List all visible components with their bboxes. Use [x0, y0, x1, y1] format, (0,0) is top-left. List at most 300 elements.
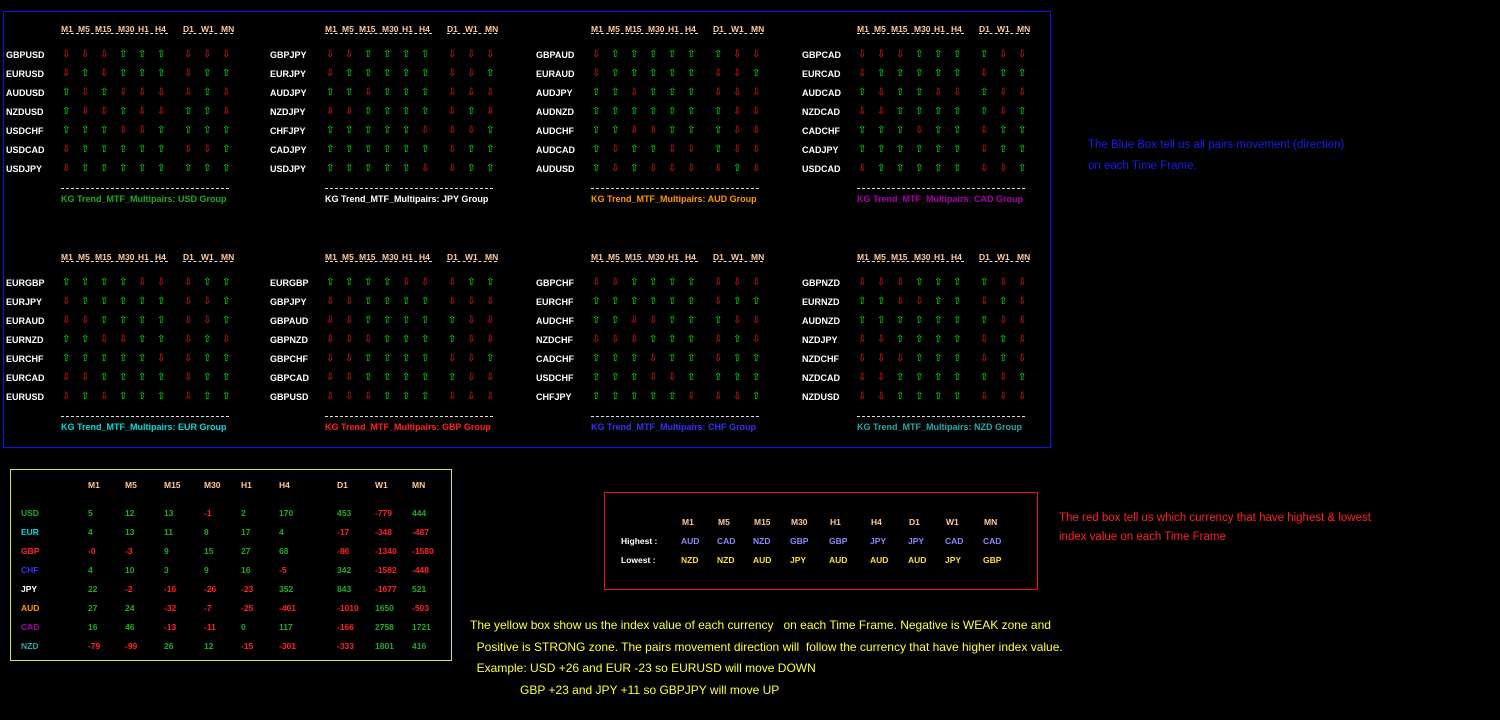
pair-group	[267, 241, 533, 451]
down-arrow-icon: ⇩	[980, 125, 989, 136]
up-arrow-icon: ⇧	[100, 87, 109, 98]
up-arrow-icon: ⇧	[62, 106, 71, 117]
up-arrow-icon: ⇧	[953, 391, 962, 402]
header-divider	[979, 261, 1029, 262]
up-arrow-icon: ⇧	[402, 68, 411, 79]
up-arrow-icon: ⇧	[383, 296, 392, 307]
up-arrow-icon: ⇧	[611, 68, 620, 79]
up-arrow-icon: ⇧	[119, 144, 128, 155]
up-arrow-icon: ⇧	[448, 372, 457, 383]
timeframe-header: M15	[625, 24, 642, 34]
down-arrow-icon: ⇩	[81, 372, 90, 383]
red-note-line-1: The red box tell us which currency that have highest & lowest	[1059, 512, 1371, 524]
up-arrow-icon: ⇧	[953, 106, 962, 117]
index-value: -448	[412, 565, 430, 575]
down-arrow-icon: ⇩	[733, 68, 742, 79]
index-column-header: H1	[241, 480, 252, 490]
pair-name: AUDJPY	[270, 88, 307, 98]
up-arrow-icon: ⇧	[486, 277, 495, 288]
down-arrow-icon: ⇩	[345, 391, 354, 402]
index-value: -11	[204, 622, 216, 632]
up-arrow-icon: ⇧	[421, 144, 430, 155]
up-arrow-icon: ⇧	[953, 125, 962, 136]
up-arrow-icon: ⇧	[467, 144, 476, 155]
header-divider	[61, 33, 168, 34]
up-arrow-icon: ⇧	[421, 353, 430, 364]
group-title: KG Trend_MTF_Multipairs: CAD Group	[857, 194, 1024, 204]
up-arrow-icon: ⇧	[752, 68, 761, 79]
index-value: 843	[337, 584, 352, 594]
index-value: 13	[164, 508, 174, 518]
up-arrow-icon: ⇧	[714, 372, 723, 383]
down-arrow-icon: ⇩	[100, 49, 109, 60]
up-arrow-icon: ⇧	[592, 125, 601, 136]
down-arrow-icon: ⇩	[184, 144, 193, 155]
down-arrow-icon: ⇩	[326, 353, 335, 364]
down-arrow-icon: ⇩	[611, 334, 620, 345]
timeframe-header: D1	[447, 252, 458, 262]
up-arrow-icon: ⇧	[203, 87, 212, 98]
yellow-note-line-3: Example: USD +26 and EUR -23 so EURUSD will move DOWN	[470, 661, 816, 675]
down-arrow-icon: ⇩	[467, 372, 476, 383]
pair-group	[799, 13, 1065, 223]
index-value: 16	[241, 565, 251, 575]
up-arrow-icon: ⇧	[752, 296, 761, 307]
down-arrow-icon: ⇩	[345, 315, 354, 326]
up-arrow-icon: ⇧	[222, 163, 231, 174]
highest-currency: CAD	[983, 536, 1002, 546]
down-arrow-icon: ⇩	[752, 106, 761, 117]
up-arrow-icon: ⇧	[383, 391, 392, 402]
timeframe-header: M5	[78, 24, 90, 34]
pair-name: GBPCHF	[536, 278, 574, 288]
down-arrow-icon: ⇩	[858, 68, 867, 79]
up-arrow-icon: ⇧	[383, 49, 392, 60]
down-arrow-icon: ⇩	[1018, 353, 1027, 364]
up-arrow-icon: ⇧	[81, 334, 90, 345]
index-value: 4	[279, 527, 284, 537]
timeframe-header: H1	[668, 252, 679, 262]
timeframe-header: H4	[155, 24, 166, 34]
up-arrow-icon: ⇧	[138, 334, 147, 345]
up-arrow-icon: ⇧	[896, 125, 905, 136]
down-arrow-icon: ⇩	[611, 144, 620, 155]
up-arrow-icon: ⇧	[980, 277, 989, 288]
down-arrow-icon: ⇩	[896, 296, 905, 307]
down-arrow-icon: ⇩	[668, 372, 677, 383]
up-arrow-icon: ⇧	[100, 144, 109, 155]
extreme-column-header: M30	[791, 517, 808, 527]
up-arrow-icon: ⇧	[81, 296, 90, 307]
up-arrow-icon: ⇧	[203, 391, 212, 402]
down-arrow-icon: ⇩	[999, 49, 1008, 60]
extreme-column-header: D1	[909, 517, 920, 527]
lowest-currency: GBP	[983, 555, 1002, 565]
down-arrow-icon: ⇩	[467, 49, 476, 60]
highest-currency: AUD	[681, 536, 700, 546]
index-value: -1340	[375, 546, 397, 556]
down-arrow-icon: ⇩	[448, 68, 457, 79]
down-arrow-icon: ⇩	[877, 391, 886, 402]
up-arrow-icon: ⇧	[157, 315, 166, 326]
blue-note-line-1: The Blue Box tell us all pairs movement (direction)	[1088, 139, 1345, 151]
currency-label: CHF	[21, 565, 39, 575]
down-arrow-icon: ⇩	[345, 106, 354, 117]
up-arrow-icon: ⇧	[953, 334, 962, 345]
up-arrow-icon: ⇧	[345, 277, 354, 288]
yellow-note-line-1: The yellow box show us the index value of each currency on each Time Frame. Negative is WEAK zone and	[470, 618, 1051, 632]
up-arrow-icon: ⇧	[915, 353, 924, 364]
index-column-header: M1	[88, 480, 100, 490]
up-arrow-icon: ⇧	[222, 315, 231, 326]
down-arrow-icon: ⇩	[630, 87, 639, 98]
down-arrow-icon: ⇩	[62, 372, 71, 383]
index-value: 68	[279, 546, 289, 556]
down-arrow-icon: ⇩	[203, 296, 212, 307]
down-arrow-icon: ⇩	[733, 144, 742, 155]
timeframe-header: M15	[95, 252, 112, 262]
header-divider	[325, 261, 432, 262]
down-arrow-icon: ⇩	[62, 391, 71, 402]
down-arrow-icon: ⇩	[345, 49, 354, 60]
up-arrow-icon: ⇧	[486, 125, 495, 136]
group-title: KG Trend_MTF_Multipairs: NZD Group	[857, 422, 1023, 432]
down-arrow-icon: ⇩	[138, 106, 147, 117]
index-value: -333	[337, 641, 355, 651]
down-arrow-icon: ⇩	[592, 277, 601, 288]
timeframe-header: W1	[731, 24, 744, 34]
down-arrow-icon: ⇩	[467, 125, 476, 136]
up-arrow-icon: ⇧	[953, 49, 962, 60]
pair-name: GBPCAD	[802, 50, 842, 60]
up-arrow-icon: ⇧	[157, 68, 166, 79]
down-arrow-icon: ⇩	[100, 106, 109, 117]
up-arrow-icon: ⇧	[421, 334, 430, 345]
up-arrow-icon: ⇧	[687, 106, 696, 117]
up-arrow-icon: ⇧	[934, 106, 943, 117]
up-arrow-icon: ⇧	[157, 125, 166, 136]
up-arrow-icon: ⇧	[668, 277, 677, 288]
up-arrow-icon: ⇧	[896, 68, 905, 79]
index-value: 4	[88, 565, 93, 575]
up-arrow-icon: ⇧	[999, 296, 1008, 307]
pair-name: AUDCAD	[802, 88, 841, 98]
up-arrow-icon: ⇧	[630, 106, 639, 117]
pair-name: NZDUSD	[6, 107, 44, 117]
up-arrow-icon: ⇧	[402, 106, 411, 117]
down-arrow-icon: ⇩	[486, 49, 495, 60]
up-arrow-icon: ⇧	[364, 49, 373, 60]
timeframe-header: M5	[608, 252, 620, 262]
down-arrow-icon: ⇩	[649, 372, 658, 383]
up-arrow-icon: ⇧	[714, 125, 723, 136]
up-arrow-icon: ⇧	[630, 353, 639, 364]
up-arrow-icon: ⇧	[1018, 106, 1027, 117]
down-arrow-icon: ⇩	[877, 277, 886, 288]
timeframe-header: MN	[221, 24, 235, 34]
up-arrow-icon: ⇧	[592, 87, 601, 98]
down-arrow-icon: ⇩	[649, 315, 658, 326]
up-arrow-icon: ⇧	[421, 372, 430, 383]
down-arrow-icon: ⇩	[486, 391, 495, 402]
index-value: -166	[337, 622, 355, 632]
up-arrow-icon: ⇧	[896, 163, 905, 174]
up-arrow-icon: ⇧	[364, 106, 373, 117]
pair-name: NZDCAD	[802, 373, 840, 383]
down-arrow-icon: ⇩	[81, 315, 90, 326]
timeframe-header: M1	[591, 252, 603, 262]
up-arrow-icon: ⇧	[999, 353, 1008, 364]
down-arrow-icon: ⇩	[486, 106, 495, 117]
up-arrow-icon: ⇧	[119, 296, 128, 307]
up-arrow-icon: ⇧	[421, 106, 430, 117]
up-arrow-icon: ⇧	[1018, 372, 1027, 383]
up-arrow-icon: ⇧	[687, 125, 696, 136]
up-arrow-icon: ⇧	[877, 68, 886, 79]
up-arrow-icon: ⇧	[611, 391, 620, 402]
index-value: -1677	[375, 584, 397, 594]
up-arrow-icon: ⇧	[687, 372, 696, 383]
up-arrow-icon: ⇧	[364, 277, 373, 288]
pair-name: USDJPY	[6, 164, 43, 174]
index-value: -1010	[337, 603, 359, 613]
up-arrow-icon: ⇧	[119, 315, 128, 326]
lowest-currency: NZD	[681, 555, 699, 565]
down-arrow-icon: ⇩	[714, 391, 723, 402]
lowest-currency: AUD	[753, 555, 772, 565]
pair-name: EURJPY	[6, 297, 43, 307]
timeframe-header: M30	[118, 24, 135, 34]
index-value: 342	[337, 565, 352, 575]
index-value: 4	[88, 527, 93, 537]
down-arrow-icon: ⇩	[1018, 315, 1027, 326]
up-arrow-icon: ⇧	[714, 106, 723, 117]
timeframe-header: M30	[648, 252, 665, 262]
up-arrow-icon: ⇧	[62, 87, 71, 98]
down-arrow-icon: ⇩	[486, 334, 495, 345]
footer-divider	[325, 188, 493, 189]
up-arrow-icon: ⇧	[752, 353, 761, 364]
up-arrow-icon: ⇧	[421, 49, 430, 60]
down-arrow-icon: ⇩	[486, 296, 495, 307]
up-arrow-icon: ⇧	[934, 296, 943, 307]
up-arrow-icon: ⇧	[649, 49, 658, 60]
currency-label: CAD	[21, 622, 40, 632]
down-arrow-icon: ⇩	[184, 315, 193, 326]
up-arrow-icon: ⇧	[592, 144, 601, 155]
index-column-header: M5	[125, 480, 137, 490]
up-arrow-icon: ⇧	[687, 315, 696, 326]
up-arrow-icon: ⇧	[383, 372, 392, 383]
up-arrow-icon: ⇧	[402, 296, 411, 307]
lowest-currency: AUD	[908, 555, 927, 565]
down-arrow-icon: ⇩	[157, 87, 166, 98]
pair-name: GBPAUD	[270, 316, 309, 326]
up-arrow-icon: ⇧	[915, 163, 924, 174]
pair-name: USDCAD	[802, 164, 841, 174]
index-value: 8	[204, 527, 209, 537]
currency-label: GBP	[21, 546, 40, 556]
down-arrow-icon: ⇩	[119, 334, 128, 345]
up-arrow-icon: ⇧	[383, 87, 392, 98]
header-divider	[979, 33, 1029, 34]
timeframe-header: MN	[1017, 24, 1031, 34]
index-value: -7	[204, 603, 212, 613]
down-arrow-icon: ⇩	[687, 391, 696, 402]
up-arrow-icon: ⇧	[877, 144, 886, 155]
timeframe-header: D1	[183, 24, 194, 34]
up-arrow-icon: ⇧	[421, 87, 430, 98]
down-arrow-icon: ⇩	[1018, 391, 1027, 402]
down-arrow-icon: ⇩	[81, 87, 90, 98]
index-value: 13	[125, 527, 135, 537]
timeframe-header: D1	[183, 252, 194, 262]
up-arrow-icon: ⇧	[345, 125, 354, 136]
pair-name: GBPJPY	[270, 50, 307, 60]
down-arrow-icon: ⇩	[345, 296, 354, 307]
down-arrow-icon: ⇩	[592, 49, 601, 60]
up-arrow-icon: ⇧	[649, 68, 658, 79]
timeframe-header: M30	[118, 252, 135, 262]
up-arrow-icon: ⇧	[203, 372, 212, 383]
down-arrow-icon: ⇩	[184, 49, 193, 60]
down-arrow-icon: ⇩	[222, 87, 231, 98]
down-arrow-icon: ⇩	[980, 163, 989, 174]
up-arrow-icon: ⇧	[119, 391, 128, 402]
header-divider	[447, 33, 497, 34]
up-arrow-icon: ⇧	[915, 334, 924, 345]
down-arrow-icon: ⇩	[467, 353, 476, 364]
up-arrow-icon: ⇧	[203, 277, 212, 288]
up-arrow-icon: ⇧	[100, 163, 109, 174]
down-arrow-icon: ⇩	[448, 353, 457, 364]
down-arrow-icon: ⇩	[752, 87, 761, 98]
pair-name: GBPNZD	[270, 335, 308, 345]
down-arrow-icon: ⇩	[999, 163, 1008, 174]
index-value: 11	[164, 527, 173, 537]
down-arrow-icon: ⇩	[858, 334, 867, 345]
up-arrow-icon: ⇧	[364, 163, 373, 174]
footer-divider	[325, 416, 493, 417]
down-arrow-icon: ⇩	[326, 296, 335, 307]
up-arrow-icon: ⇧	[877, 125, 886, 136]
down-arrow-icon: ⇩	[934, 87, 943, 98]
index-value: 117	[279, 622, 293, 632]
up-arrow-icon: ⇧	[421, 296, 430, 307]
up-arrow-icon: ⇧	[953, 144, 962, 155]
timeframe-header: M1	[325, 252, 337, 262]
timeframe-header: H1	[138, 252, 149, 262]
up-arrow-icon: ⇧	[649, 106, 658, 117]
up-arrow-icon: ⇧	[611, 315, 620, 326]
timeframe-header: H4	[419, 252, 430, 262]
index-value: 3	[164, 565, 169, 575]
up-arrow-icon: ⇧	[649, 144, 658, 155]
down-arrow-icon: ⇩	[630, 125, 639, 136]
up-arrow-icon: ⇧	[858, 296, 867, 307]
up-arrow-icon: ⇧	[157, 372, 166, 383]
currency-label: AUD	[21, 603, 40, 613]
down-arrow-icon: ⇩	[896, 277, 905, 288]
lowest-currency: NZD	[717, 555, 735, 565]
index-value: -1582	[375, 565, 397, 575]
up-arrow-icon: ⇧	[668, 296, 677, 307]
index-value: -25	[241, 603, 254, 613]
up-arrow-icon: ⇧	[1018, 125, 1027, 136]
header-divider	[591, 261, 698, 262]
up-arrow-icon: ⇧	[687, 68, 696, 79]
extreme-column-header: H4	[871, 517, 882, 527]
up-arrow-icon: ⇧	[953, 353, 962, 364]
index-value: 12	[204, 641, 214, 651]
up-arrow-icon: ⇧	[953, 315, 962, 326]
down-arrow-icon: ⇩	[157, 277, 166, 288]
up-arrow-icon: ⇧	[62, 353, 71, 364]
up-arrow-icon: ⇧	[592, 163, 601, 174]
timeframe-header: H4	[155, 252, 166, 262]
highest-currency: CAD	[717, 536, 736, 546]
up-arrow-icon: ⇧	[752, 391, 761, 402]
down-arrow-icon: ⇩	[448, 277, 457, 288]
down-arrow-icon: ⇩	[364, 87, 373, 98]
up-arrow-icon: ⇧	[345, 68, 354, 79]
index-value: 17	[241, 527, 251, 537]
up-arrow-icon: ⇧	[486, 68, 495, 79]
up-arrow-icon: ⇧	[896, 334, 905, 345]
red-note-line-2: index value on each Time Frame	[1059, 531, 1226, 543]
down-arrow-icon: ⇩	[100, 391, 109, 402]
timeframe-header: W1	[997, 252, 1010, 262]
up-arrow-icon: ⇧	[714, 144, 723, 155]
down-arrow-icon: ⇩	[62, 315, 71, 326]
up-arrow-icon: ⇧	[630, 68, 639, 79]
down-arrow-icon: ⇩	[222, 334, 231, 345]
pair-name: CADJPY	[802, 145, 839, 155]
down-arrow-icon: ⇩	[448, 163, 457, 174]
up-arrow-icon: ⇧	[364, 125, 373, 136]
index-value: 352	[279, 584, 294, 594]
timeframe-header: M5	[78, 252, 90, 262]
up-arrow-icon: ⇧	[402, 125, 411, 136]
down-arrow-icon: ⇩	[733, 277, 742, 288]
up-arrow-icon: ⇧	[687, 296, 696, 307]
group-title: KG Trend_MTF_Multipairs: EUR Group	[61, 422, 227, 432]
pair-name: AUDUSD	[536, 164, 575, 174]
up-arrow-icon: ⇧	[668, 125, 677, 136]
pair-name: GBPCHF	[270, 354, 308, 364]
up-arrow-icon: ⇧	[934, 49, 943, 60]
up-arrow-icon: ⇧	[858, 87, 867, 98]
up-arrow-icon: ⇧	[81, 277, 90, 288]
down-arrow-icon: ⇩	[999, 106, 1008, 117]
down-arrow-icon: ⇩	[119, 125, 128, 136]
down-arrow-icon: ⇩	[184, 372, 193, 383]
down-arrow-icon: ⇩	[980, 334, 989, 345]
down-arrow-icon: ⇩	[858, 353, 867, 364]
timeframe-header: H1	[668, 24, 679, 34]
down-arrow-icon: ⇩	[714, 277, 723, 288]
footer-divider	[61, 416, 229, 417]
up-arrow-icon: ⇧	[203, 106, 212, 117]
pair-name: CADJPY	[270, 145, 307, 155]
timeframe-header: M15	[891, 252, 908, 262]
index-column-header: W1	[375, 480, 388, 490]
down-arrow-icon: ⇩	[448, 125, 457, 136]
up-arrow-icon: ⇧	[980, 372, 989, 383]
up-arrow-icon: ⇧	[980, 315, 989, 326]
down-arrow-icon: ⇩	[1018, 87, 1027, 98]
down-arrow-icon: ⇩	[611, 163, 620, 174]
